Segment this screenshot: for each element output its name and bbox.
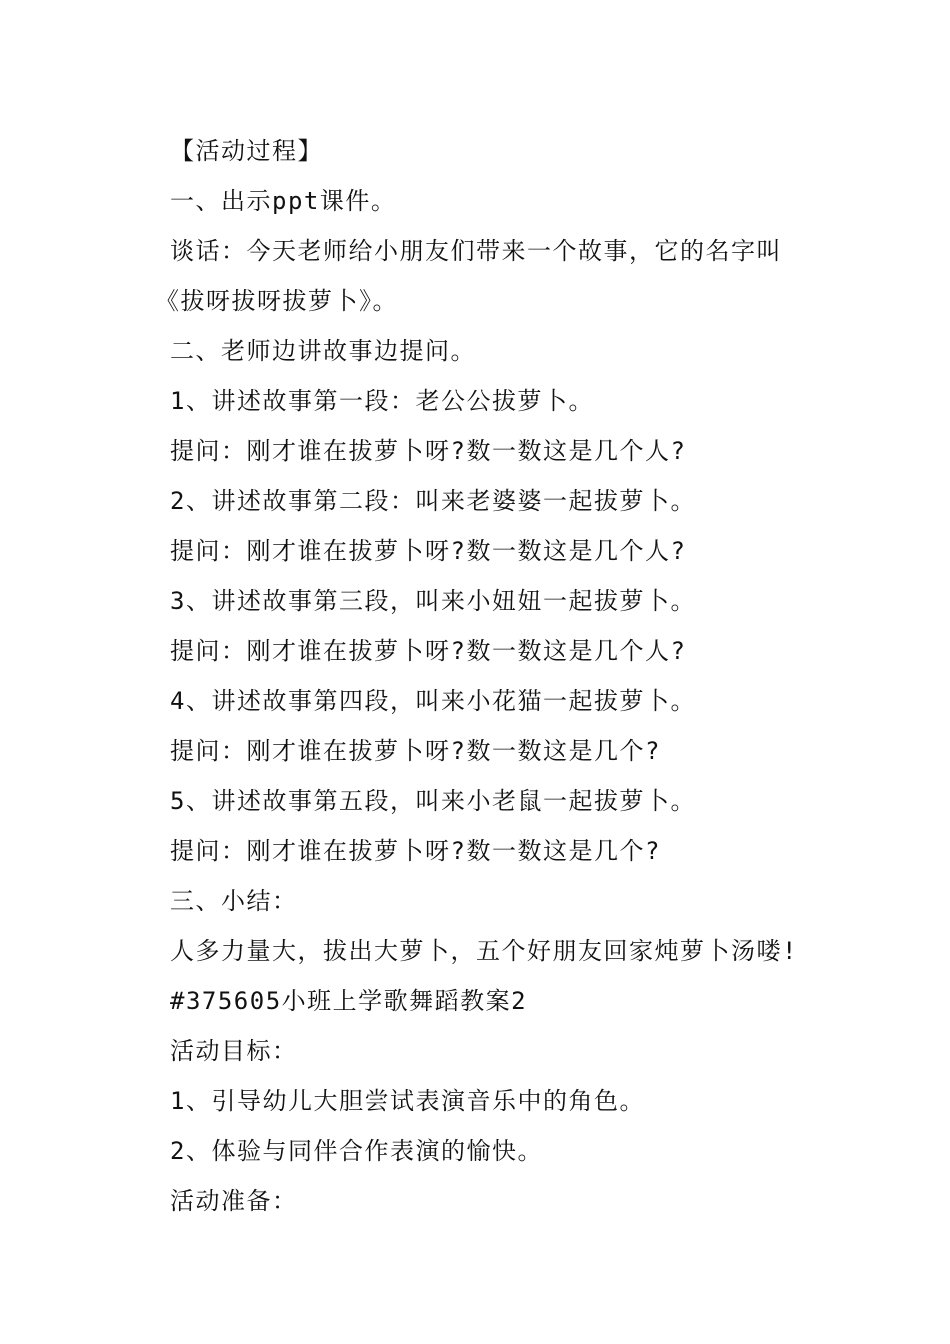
text-line: 活动准备： [170,1187,298,1215]
text-line: 提问：刚才谁在拔萝卜呀?数一数这是几个? [170,837,661,865]
text-line: 2、讲述故事第二段：叫来老婆婆一起拔萝卜。 [170,487,696,515]
text-line: 4、讲述故事第四段，叫来小花猫一起拔萝卜。 [170,687,696,715]
text-line: 2、体验与同伴合作表演的愉快。 [170,1137,543,1165]
text-line: 《拔呀拔呀拔萝卜》。 [155,287,398,315]
text-line: 提问：刚才谁在拔萝卜呀?数一数这是几个人? [170,637,687,665]
text-line: 提问：刚才谁在拔萝卜呀?数一数这是几个人? [170,537,687,565]
text-line: 二、老师边讲故事边提问。 [170,337,476,365]
text-line: 一、出示ppt课件。 [170,187,397,215]
text-line: 谈话：今天老师给小朋友们带来一个故事，它的名字叫 [170,237,782,265]
text-line: 5、讲述故事第五段，叫来小老鼠一起拔萝卜。 [170,787,696,815]
text-line: 3、讲述故事第三段，叫来小妞妞一起拔萝卜。 [170,587,696,615]
text-line: 三、小结： [170,887,298,915]
text-line: 1、讲述故事第一段：老公公拔萝卜。 [170,387,594,415]
section-heading-activity-process: 【活动过程】 [170,137,323,165]
text-line: 提问：刚才谁在拔萝卜呀?数一数这是几个? [170,737,661,765]
text-line: 活动目标： [170,1037,298,1065]
section-title-lesson-plan: #375605小班上学歌舞蹈教案2 [170,987,528,1015]
text-line: 提问：刚才谁在拔萝卜呀?数一数这是几个人? [170,437,687,465]
text-line: 1、引导幼儿大胆尝试表演音乐中的角色。 [170,1087,645,1115]
text-line: 人多力量大，拔出大萝卜，五个好朋友回家炖萝卜汤喽! [170,937,798,965]
